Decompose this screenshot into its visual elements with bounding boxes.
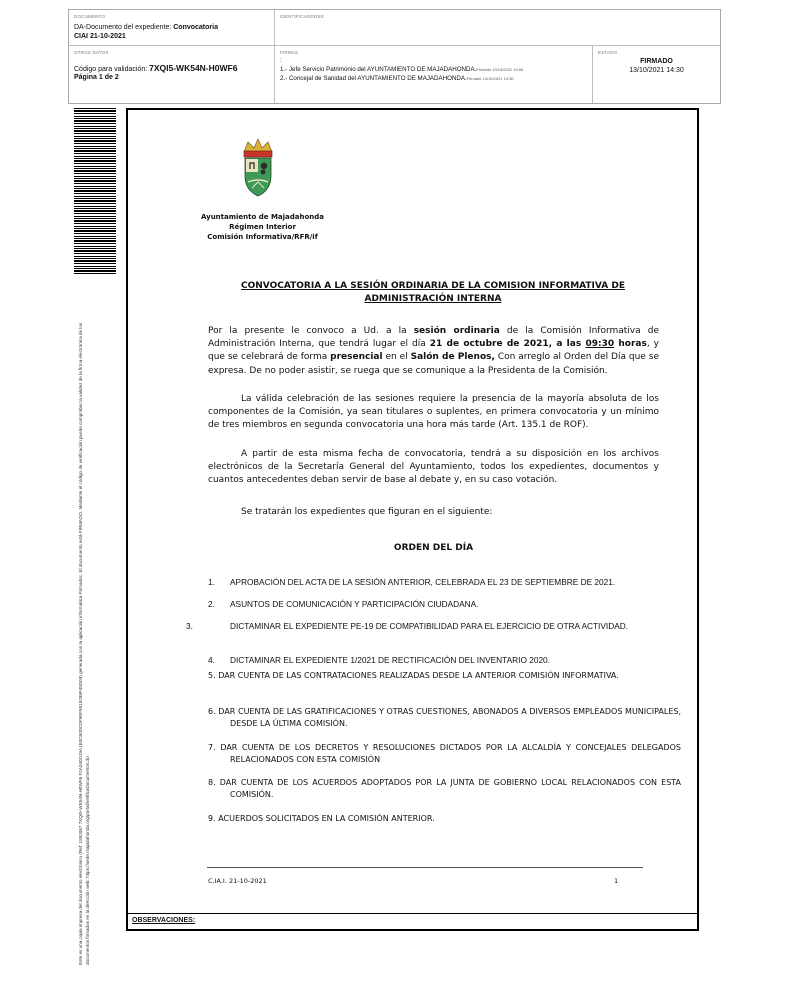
identificadores-label: IDENTIFICADORES: [280, 14, 325, 19]
p1-hours: horas: [614, 339, 647, 350]
p1-venue: Salón de Plenos,: [410, 352, 495, 363]
firma-1-note: Firmado 13/10/2021 14:55: [476, 67, 524, 72]
footer-divider: [207, 867, 643, 868]
agenda-item-text: DAR CUENTA DE LOS ACUERDOS ADOPTADOS POR LA JUNTA DE GOBIERNO LOCAL RELACIONADOS CON ESTA COMISIÓN.: [219, 778, 682, 799]
p1-text-i: en el: [382, 352, 411, 363]
agenda-item-text: DAR CUENTA DE LOS DECRETOS Y RESOLUCIONES DICTADOS POR LA ALCALDÍA Y CONCEJALES DELEGADOS RELACIONADOS CON ESTA COMISIÓN: [220, 743, 681, 764]
verification-side-text: Este es una copia impresa del documento electrónico (Ref: 1592067 7XQI5-WK54N-H0WF6 F2A340D19A1E0C60DC0F9EF9515289F45D09) generada con la aplicación informática Firmadoc. El documento está FIRMADO. Mediante el código de verificación puede comprobar la validez de la firma electrónica de los documentos firmados en la dirección web: https://sede.majadahonda.org/portal/verificaDocumentos.do: [78, 322, 90, 965]
firma-2: 2.- Concejal de Sanidad del AYUNTAMIENTO DE MAJADAHONDA.: [280, 75, 467, 82]
coat-of-arms-icon: [238, 136, 278, 206]
firma-2-note: Firmado 13/10/2021 14:30: [466, 76, 514, 81]
paragraph-quorum: La válida celebración de las sesiones requiere la presencia de la mayoría absoluta de los componentes de la Comisión, ya sean titulares o suplentes, en primera convocatoria y un mínimo de tres miembros en segunda convocatoria una hora más tarde (Art. 135.1 de ROF).: [208, 394, 659, 431]
firma-1: 1.- Jefe Servicio Patrimonio del AYUNTAMIENTO DE MAJADAHONDA.: [280, 66, 477, 73]
estado-date: 13/10/2021 14:30: [629, 67, 684, 74]
orden-del-dia-title: ORDEN DEL DÍA: [393, 543, 474, 553]
documento-label: DOCUMENTO: [74, 14, 106, 19]
documento-description: DA-Documento del expediente:: [74, 24, 172, 31]
org-department: Régimen Interior: [229, 223, 296, 231]
agenda-item-number: 5.: [208, 671, 216, 680]
document-header: [68, 9, 721, 104]
agenda-item: [208, 598, 659, 610]
p1-session-type: sesión ordinaria: [413, 326, 500, 336]
agenda-item: [208, 576, 659, 588]
title-line-1: CONVOCATORIA A LA SESIÓN ORDINARIA DE LA COMISION INFORMATIVA DE: [241, 281, 625, 291]
agenda-item-text: DAR CUENTA DE LAS CONTRATACIONES REALIZADAS DESDE LA ANTERIOR COMISIÓN INFORMATIVA.: [218, 671, 619, 680]
agenda-item-text: DICTAMINAR EL EXPEDIENTE 1/2021 DE RECTIFICACIÓN DEL INVENTARIO 2020.: [230, 655, 550, 665]
agenda-item-text: ASUNTOS DE COMUNICACIÓN Y PARTICIPACIÓN CIUDADANA.: [230, 599, 479, 609]
firmas-colon: :: [280, 58, 282, 64]
paragraph-archives: A partir de esta misma fecha de convocatoria, tendrá a su disposición en los archivos electrónicos de la Secretaría General del Ayuntamiento, todos los expedientes, documentos y cuantos antecedentes deban servir de base al debate y, en su caso votación.: [208, 449, 659, 486]
agenda-item: [208, 813, 659, 825]
validation-prefix: Código para validación:: [74, 66, 148, 73]
agenda-item: [208, 706, 681, 730]
p1-date: 21 de octubre de 2021, a las: [429, 339, 586, 350]
agenda-item-number: 7.: [208, 743, 216, 752]
footer-page-number: 1: [614, 877, 619, 885]
observaciones-label: OBSERVACIONES:: [128, 913, 697, 929]
page-indicator: Página 1 de 2: [74, 74, 119, 81]
firmas-label: FIRMAS: [280, 50, 299, 55]
otros-datos-cell: [69, 46, 275, 103]
agenda-item-number: 3.: [186, 621, 193, 631]
agenda-item-text: DICTAMINAR EL EXPEDIENTE PE-19 DE COMPATIBILIDAD PARA EL EJERCICIO DE OTRA ACTIVIDAD.: [230, 621, 629, 631]
agenda-item-number: 2.: [208, 599, 215, 609]
agenda-item-text: APROBACIÓN DEL ACTA DE LA SESIÓN ANTERIOR, CELEBRADA EL 23 DE SEPTIEMBRE DE 2021.: [230, 577, 616, 587]
documento-type: Convocatoria: [173, 24, 218, 31]
estado-value: FIRMADO: [640, 58, 673, 65]
agenda-item: [186, 620, 681, 632]
org-reference: Comisión Informativa/RFR/if: [207, 233, 318, 241]
estado-label: ESTADO: [598, 50, 618, 55]
p1-text-k: Con arreglo al Orden del Día que se expresa. De no poder asistir, se ruega que se comunique a la Presidenta de la Comisión.: [208, 352, 659, 376]
org-name: Ayuntamiento de Majadahonda: [200, 213, 325, 221]
p1-modality: presencial: [330, 352, 383, 363]
organization-block: [180, 212, 345, 242]
firmas-cell: [275, 46, 593, 103]
agenda-item-text: ACUERDOS SOLICITADOS EN LA COMISIÓN ANTERIOR.: [218, 814, 435, 823]
agenda-item: [208, 670, 681, 682]
p1-text-a: Por la presente le convoco a Ud. a la: [208, 326, 414, 336]
barcode: [74, 108, 116, 275]
validation-code: 7XQI5-WK54N-H0WF6: [149, 63, 238, 73]
p1-text-g: , y que se celebrará de forma: [208, 339, 659, 363]
paragraph-intro-orden: Se tratarán los expedientes que figuran en el siguiente:: [241, 507, 493, 517]
identificadores-cell: [275, 10, 720, 46]
footer-reference: C.IA.I. 21-10-2021: [208, 877, 267, 885]
agenda-item-number: 9.: [208, 814, 216, 823]
agenda-item-text: DAR CUENTA DE LAS GRATIFICACIONES Y OTRAS CUESTIONES, ABONADOS A DIVERSOS EMPLEADOS MUNICIPALES, DESDE LA ÚLTIMA COMISIÓN.: [218, 707, 682, 728]
agenda-item-number: 6.: [208, 707, 216, 716]
paragraph-convocatoria: [208, 325, 659, 378]
agenda-item: [208, 742, 681, 766]
agenda-item: [208, 654, 659, 666]
agenda-item-number: 1.: [208, 577, 215, 587]
agenda-item-number: 8.: [208, 778, 216, 787]
documento-cell: [69, 10, 275, 46]
agenda-item: [208, 777, 681, 801]
otros-datos-label: OTROS DATOS: [74, 50, 109, 55]
title-line-2: ADMINISTRACIÓN INTERNA: [364, 294, 502, 304]
p1-time: 09:30: [585, 339, 615, 350]
estado-cell: [593, 46, 720, 103]
documento-code: CIAI 21-10-2021: [74, 33, 126, 40]
agenda-item-number: 4.: [208, 655, 215, 665]
document-title: [218, 280, 648, 306]
p1-text-c: de la Comisión Informativa de Administración Interna, que tendrá lugar el día: [208, 326, 659, 350]
